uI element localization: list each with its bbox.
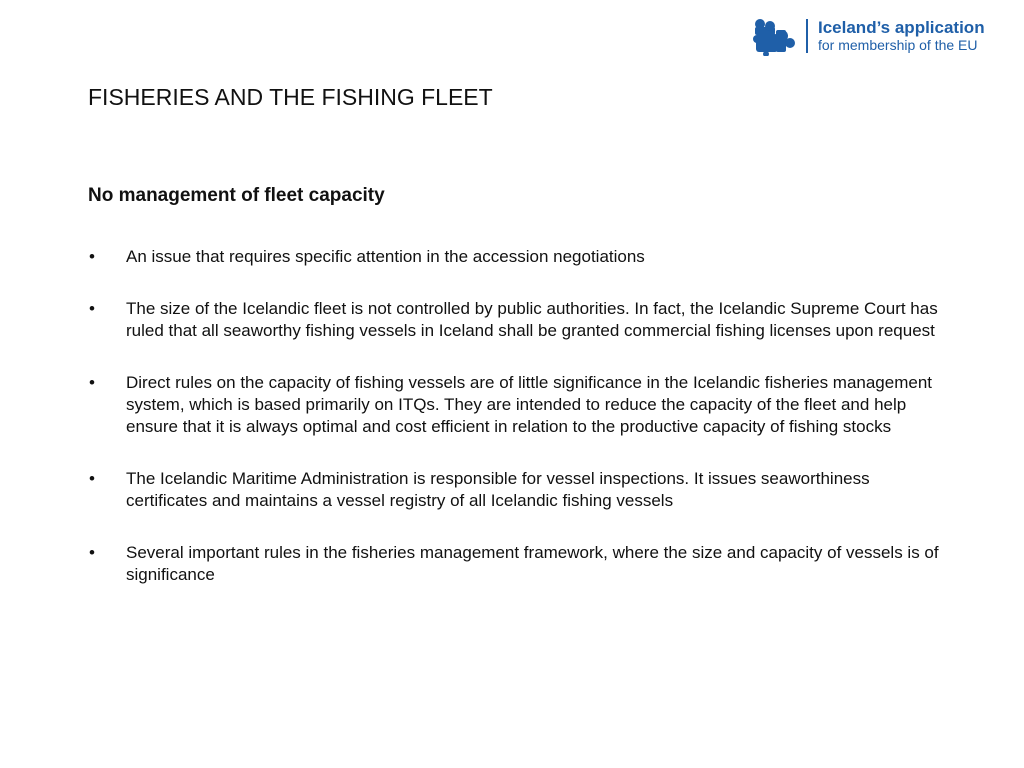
bullet-text: The size of the Icelandic fleet is not controlled by public authorities. In fact, the Icelandic Supreme Court has ruled that all seaworthy fishing vessels in Iceland shall be granted commercial fishing licenses upon request <box>126 299 938 340</box>
bullet-text: Direct rules on the capacity of fishing vessels are of little significance in the Icelandic fisheries management system, which is based primarily on ITQs. They are intended to reduce the capacity of the fleet and help ensure that it is always optimal and cost efficient in relation to the productive capacity of fishing stocks <box>126 373 933 436</box>
bullet-icon: • <box>89 373 95 392</box>
logo <box>752 14 1012 58</box>
bullet-text: Several important rules in the fisheries management framework, where the size and capacity of vessels is of significance <box>126 543 939 584</box>
bullet-text: An issue that requires specific attention in the accession negotiations <box>126 247 645 266</box>
bullet-item <box>88 246 948 268</box>
logo-text <box>818 19 985 53</box>
bullet-icon: • <box>89 247 95 266</box>
logo-divider <box>806 19 808 53</box>
bullet-icon: • <box>89 469 95 488</box>
logo-title: Iceland’s application <box>818 18 985 38</box>
puzzle-logo-icon <box>752 16 798 56</box>
bullet-item <box>88 372 948 438</box>
bullet-item <box>88 468 948 512</box>
bullet-icon: • <box>89 543 95 562</box>
bullet-item <box>88 298 948 342</box>
bullet-text: The Icelandic Maritime Administration is responsible for vessel inspections. It issues seaworthiness certificates and maintains a vessel registry of all Icelandic fishing vessels <box>126 469 870 510</box>
bullet-icon: • <box>89 299 95 318</box>
bullet-list <box>88 246 948 616</box>
slide-title: FISHERIES AND THE FISHING FLEET <box>88 84 493 110</box>
logo-subtitle: for membership of the EU <box>818 37 978 54</box>
section-subtitle: No management of fleet capacity <box>88 185 385 206</box>
bullet-item <box>88 542 948 586</box>
